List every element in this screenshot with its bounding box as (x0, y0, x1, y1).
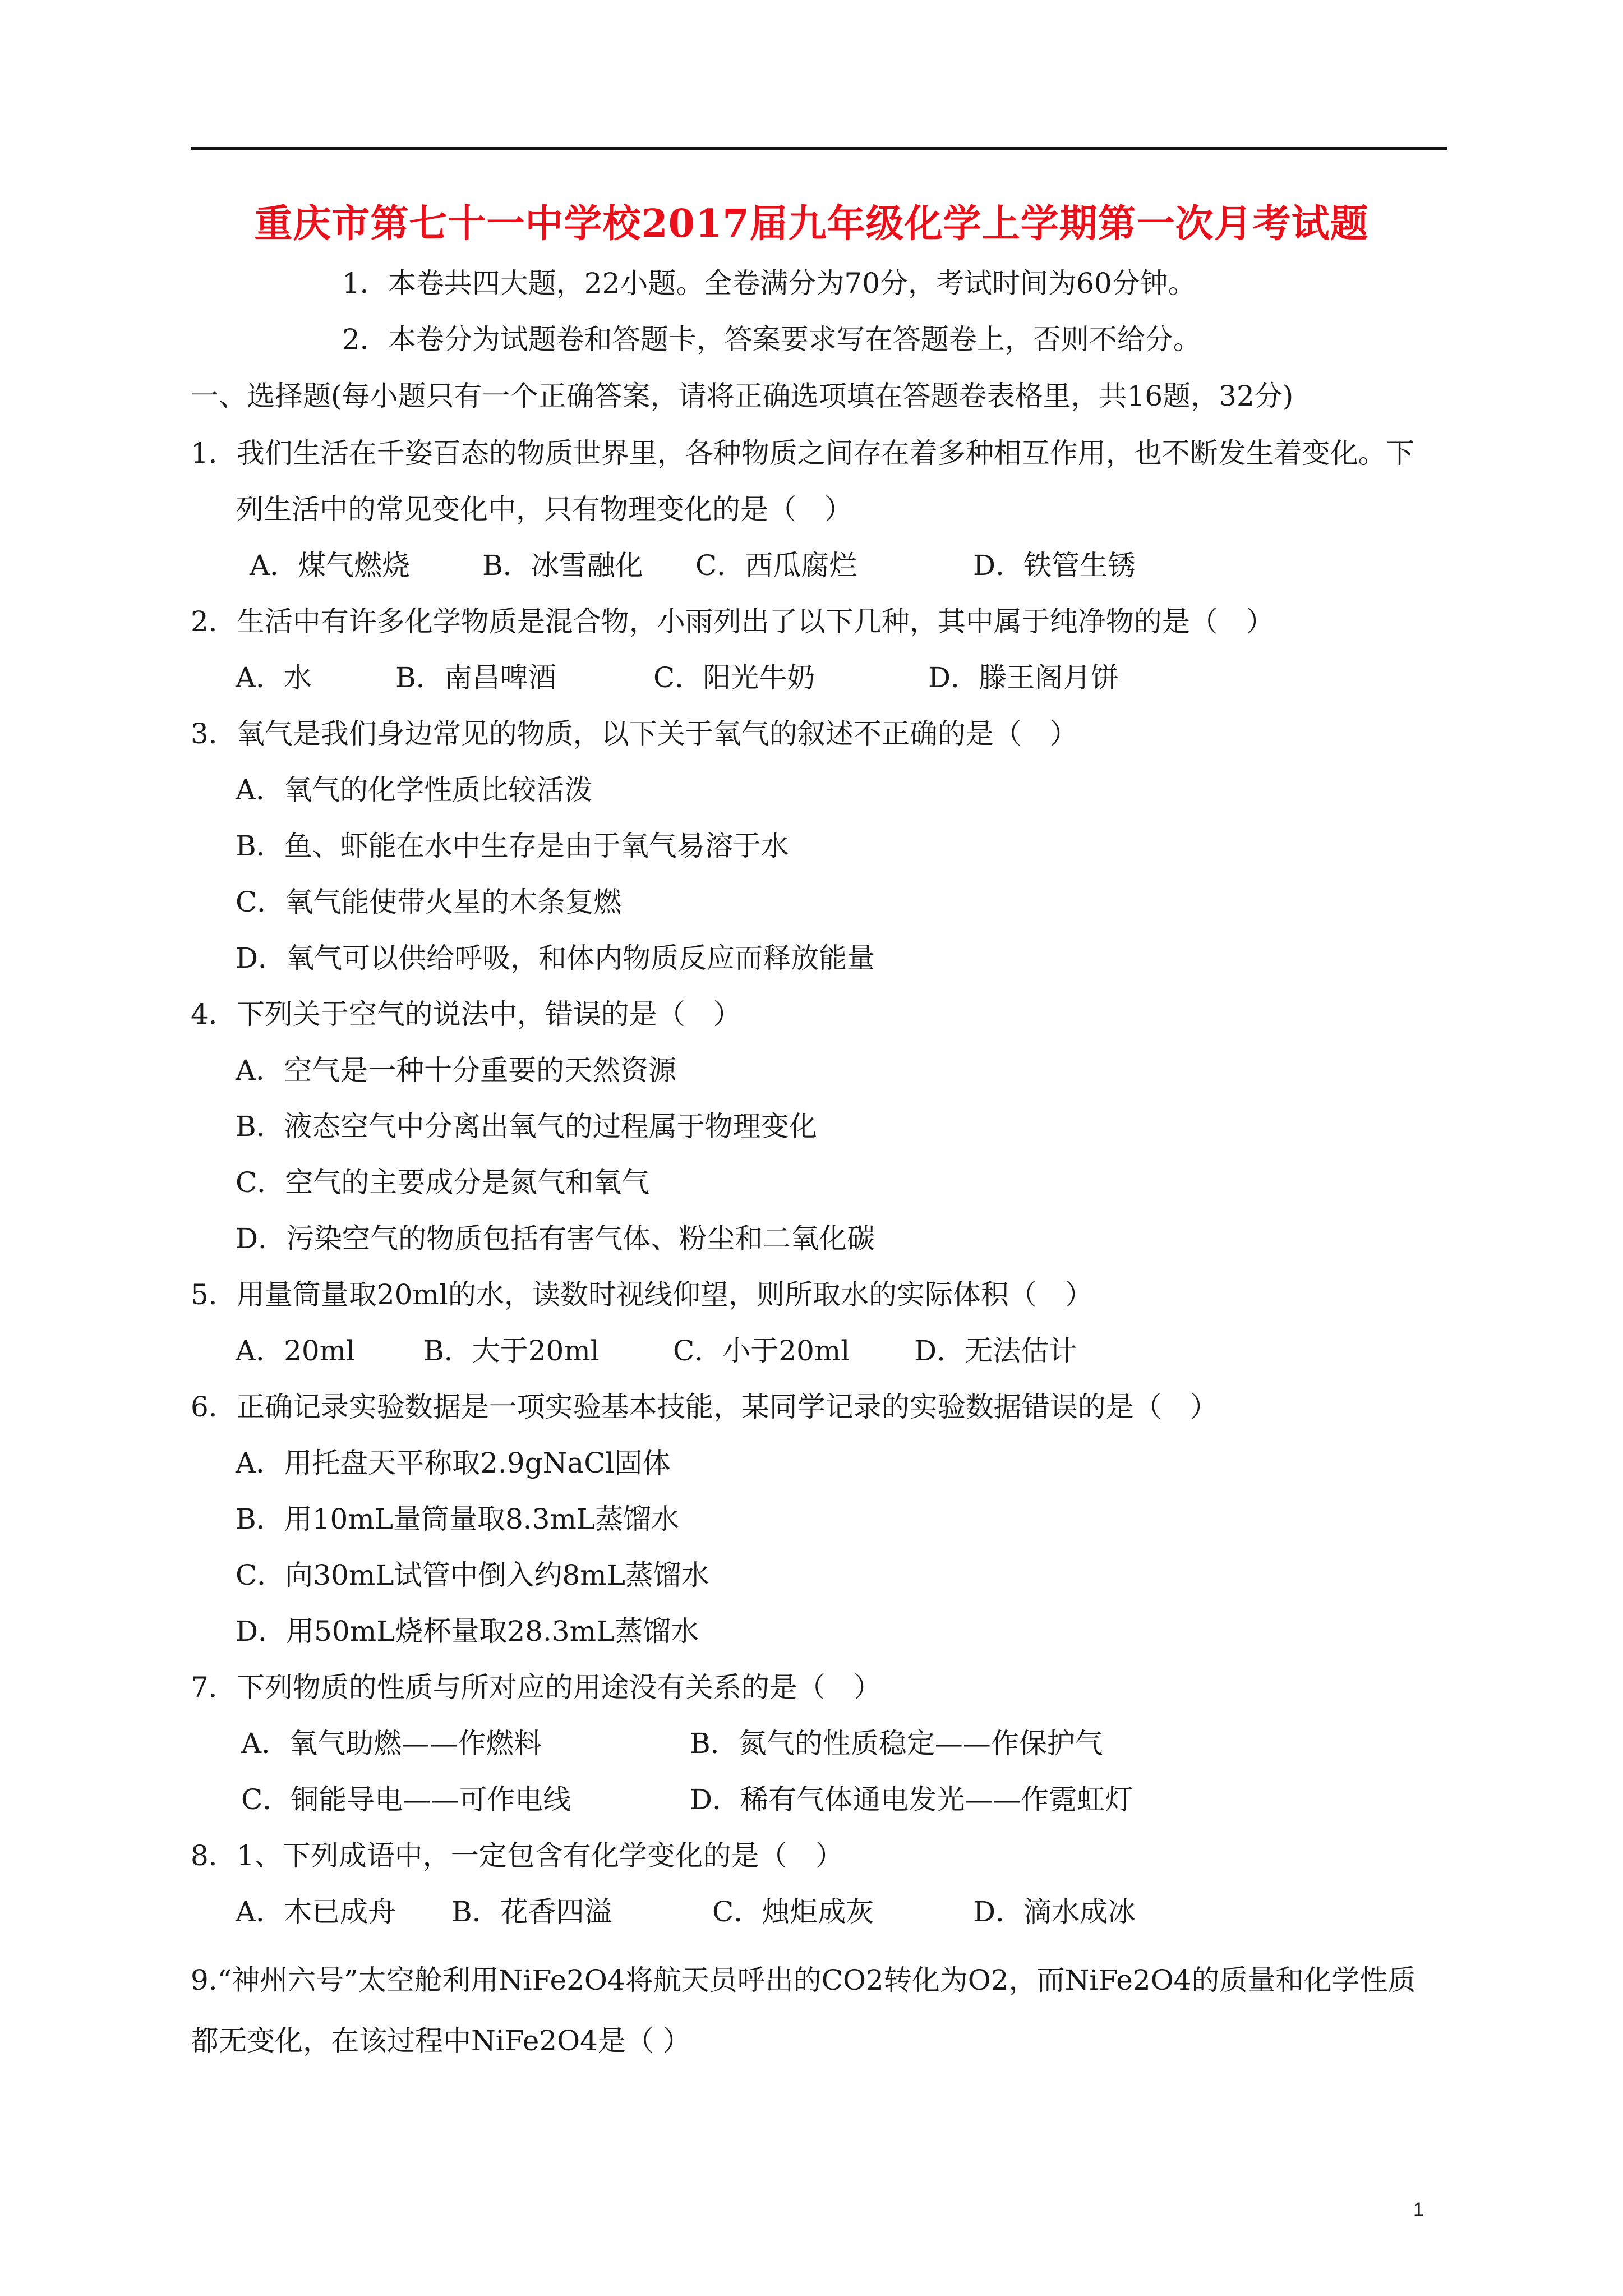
question-2-option-c: C．阳光牛奶 (653, 661, 815, 694)
question-9-stem-line-2: 都无变化，在该过程中NiFe2O4是（ ） (191, 2024, 691, 2057)
question-7-option-c: C．铜能导电——可作电线 (241, 1783, 571, 1816)
question-6-option-a: A．用托盘天平称取2.9gNaCl固体 (236, 1447, 671, 1479)
exam-note-1: 1．本卷共四大题，22小题。全卷满分为70分，考试时间为60分钟。 (342, 267, 1196, 300)
page-number: 1 (1413, 2199, 1424, 2220)
question-8-option-b: B．花香四溢 (451, 1895, 612, 1928)
section-heading: 一、选择题(每小题只有一个正确答案，请将正确选项填在答题卷表格里，共16题，32分) (191, 380, 1294, 412)
question-1-option-b: B．冰雪融化 (482, 549, 643, 582)
question-4-option-d: D．污染空气的物质包括有害气体、粉尘和二氧化碳 (236, 1222, 875, 1255)
question-1-option-a: A．煤气燃烧 (250, 549, 411, 582)
question-7-option-a: A．氧气助燃——作燃料 (241, 1727, 542, 1760)
question-6-option-d: D．用50mL烧杯量取28.3mL蒸馏水 (236, 1615, 699, 1648)
question-8-option-a: A．木已成舟 (236, 1895, 396, 1928)
question-1-option-d: D．铁管生锈 (973, 549, 1136, 582)
question-5-stem: 5．用量筒量取20ml的水，读数时视线仰望，则所取水的实际体积（ ） (191, 1278, 1093, 1311)
question-6-option-b: B．用10mL量筒量取8.3mL蒸馏水 (236, 1503, 680, 1535)
question-4-option-b: B．液态空气中分离出氧气的过程属于物理变化 (236, 1110, 817, 1143)
question-6-stem: 6．正确记录实验数据是一项实验基本技能，某同学记录的实验数据错误的是（ ） (191, 1391, 1218, 1423)
question-5-option-d: D．无法估计 (914, 1335, 1077, 1367)
question-9-stem-line-1: 9.“神州六号”太空舱利用NiFe2O4将航天员呼出的CO2转化为O2，而NiFe2O4的质量和化学性质 (191, 1964, 1416, 1996)
question-5-option-c: C．小于20ml (673, 1335, 850, 1367)
question-2-stem: 2．生活中有许多化学物质是混合物，小雨列出了以下几种，其中属于纯净物的是（ ） (191, 605, 1274, 638)
question-7-option-d: D．稀有气体通电发光——作霓虹灯 (690, 1783, 1133, 1816)
header-rule (191, 147, 1447, 150)
question-5-option-b: B．大于20ml (423, 1335, 600, 1367)
question-3-option-c: C．氧气能使带火星的木条复燃 (236, 886, 622, 918)
question-2-option-b: B．南昌啤酒 (395, 661, 556, 694)
question-6-option-c: C．向30mL试管中倒入约8mL蒸馏水 (236, 1559, 709, 1591)
question-4-option-c: C．空气的主要成分是氮气和氧气 (236, 1166, 650, 1199)
question-2-option-d: D．滕王阁月饼 (928, 661, 1119, 694)
question-1-option-c: C．西瓜腐烂 (695, 549, 857, 582)
question-7-option-b: B．氮气的性质稳定——作保护气 (690, 1727, 1103, 1760)
question-1-stem-line-1: 1．我们生活在千姿百态的物质世界里，各种物质之间存在着多种相互作用，也不断发生着变化。下 (191, 437, 1414, 470)
question-3-stem: 3．氧气是我们身边常见的物质，以下关于氧气的叙述不正确的是（ ） (191, 717, 1078, 750)
question-1-stem-line-2: 列生活中的常见变化中，只有物理变化的是（ ） (236, 493, 852, 526)
exam-note-2: 2．本卷分为试题卷和答题卡，答案要求写在答题卷上，否则不给分。 (342, 323, 1201, 356)
question-5-option-a: A．20ml (236, 1335, 356, 1367)
question-3-option-a: A．氧气的化学性质比较活泼 (236, 774, 593, 806)
page-title: 重庆市第七十一中学校2017届九年级化学上学期第一次月考试题 (254, 201, 1369, 246)
question-8-option-c: C．烛炬成灰 (712, 1895, 874, 1928)
question-3-option-d: D．氧气可以供给呼吸，和体内物质反应而释放能量 (236, 942, 875, 974)
question-3-option-b: B．鱼、虾能在水中生存是由于氧气易溶于水 (236, 830, 789, 862)
question-4-stem: 4．下列关于空气的说法中，错误的是（ ） (191, 998, 741, 1030)
question-2-option-a: A．水 (236, 661, 312, 694)
question-8-option-d: D．滴水成冰 (973, 1895, 1136, 1928)
question-7-stem: 7．下列物质的性质与所对应的用途没有关系的是（ ） (191, 1671, 882, 1704)
question-8-stem: 8．1、下列成语中，一定包含有化学变化的是（ ） (191, 1839, 843, 1872)
question-4-option-a: A．空气是一种十分重要的天然资源 (236, 1054, 677, 1087)
